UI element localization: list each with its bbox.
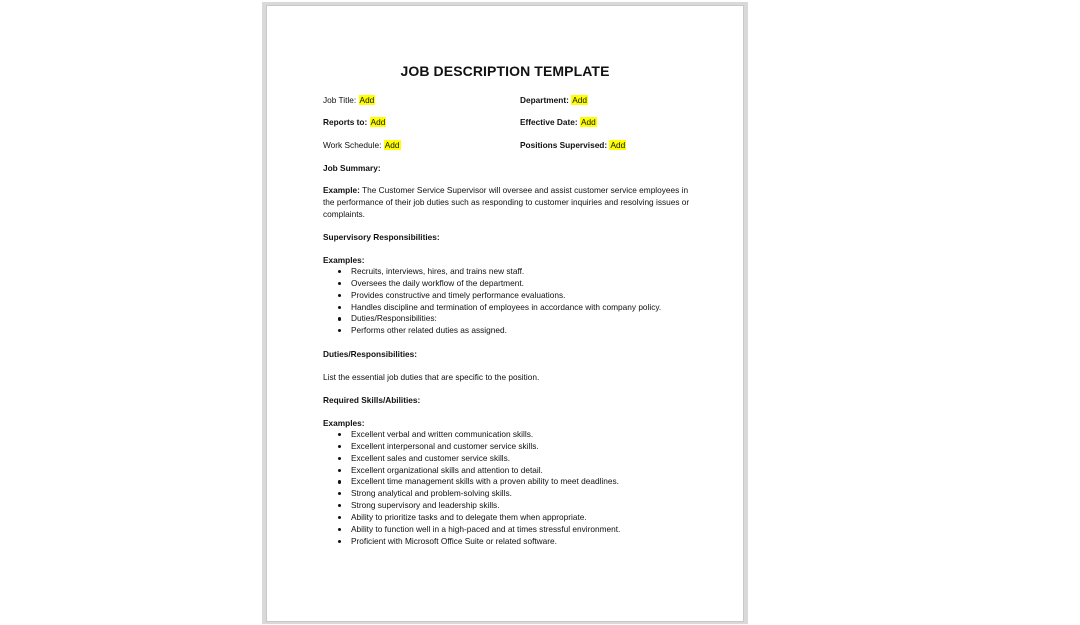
department-value[interactable]: Add [572,95,587,105]
work-schedule-field [323,140,401,151]
list-item-text: Oversees the daily workflow of the department. [351,277,524,288]
job-title-label: Job Title: [323,95,357,105]
positions-supervised-value[interactable]: Add [610,140,626,150]
list-item [323,266,661,278]
duties-text: List the essential job duties that are specific to the position. [323,372,540,382]
list-item-text: Recruits, interviews, hires, and trains new staff. [351,266,525,276]
reports-to-value[interactable]: Add [370,117,386,127]
job-title-value[interactable]: Add [359,95,375,105]
list-item [323,476,620,488]
list-item-text: Proficient with Microsoft Office Suite or related software. [351,535,557,546]
list-item [323,290,661,302]
bullet-icon [338,306,341,309]
list-item-text: Ability to prioritize tasks and to delegate them when appropriate. [351,511,587,522]
supervisory-list [323,266,661,337]
bullet-icon [338,270,341,273]
list-item [323,429,620,441]
list-item [323,512,620,524]
effective-date-value[interactable]: Add [580,117,596,127]
list-item [323,488,620,500]
list-item-text: Provides constructive and timely performance evaluations. [351,289,566,300]
list-item-text: Excellent time management skills with a proven ability to meet deadlines. [351,476,619,487]
list-item [323,325,661,337]
job-summary-example-label: Example: [323,185,360,195]
list-item-text: Handles discipline and termination of employees in accordance with company policy. [351,301,662,312]
job-summary-example [323,185,693,220]
list-item [323,536,620,548]
bullet-icon [338,329,341,332]
list-item-text: Excellent verbal and written communication skills. [351,429,534,439]
bullet-icon [338,445,341,448]
work-schedule-label: Work Schedule: [323,140,382,150]
list-item [323,441,620,453]
list-item [323,302,661,314]
list-item [323,453,620,465]
bullet-icon [338,469,341,472]
supervisory-examples-label: Examples: [323,255,365,265]
bullet-icon [338,504,341,507]
list-item-text: Performs other related duties as assigned. [351,325,507,336]
supervisory-heading: Supervisory Responsibilities: [323,232,440,242]
bullet-icon [338,516,341,519]
bullet-icon [338,433,341,436]
skills-list [323,429,620,547]
reports-to-label: Reports to: [323,117,368,127]
effective-date-label: Effective Date: [520,117,578,127]
list-item-text: Strong analytical and problem-solving skills. [351,488,512,499]
list-item-text: Excellent sales and customer service skills. [351,452,511,463]
bullet-icon [338,294,341,297]
document-title: JOB DESCRIPTION TEMPLATE [400,63,610,79]
bullet-icon [338,540,341,543]
job-title-field [323,95,375,106]
job-summary-heading: Job Summary: [323,163,381,173]
department-label: Department: [520,95,569,105]
bullet-icon [338,480,341,483]
list-item [323,278,661,290]
positions-supervised-label: Positions Supervised: [520,140,608,150]
job-summary-example-text: The Customer Service Supervisor will oversee and assist customer service employees in the performance of their job duties such as responding to customer inquiries and resolving issues or complaints. [323,185,690,219]
list-item [323,500,620,512]
duties-heading: Duties/Responsibilities: [323,349,418,359]
positions-supervised-field [520,140,626,151]
effective-date-field [520,117,597,128]
list-item-text: Strong supervisory and leadership skills. [351,500,500,511]
list-item-text: Duties/Responsibilities: [351,313,437,324]
bullet-icon [338,492,341,495]
work-schedule-value[interactable]: Add [384,140,400,150]
list-item [323,465,620,477]
skills-heading: Required Skills/Abilities: [323,395,421,405]
list-item [323,524,620,536]
bullet-icon [338,282,341,285]
department-field [520,95,588,106]
document-page [266,5,744,622]
list-item-text: Ability to function well in a high-paced and at times stressful environment. [351,523,621,534]
bullet-icon [338,317,341,320]
skills-examples-label: Examples: [323,418,365,428]
reports-to-field [323,117,386,128]
list-item-text: Excellent organizational skills and attention to detail. [351,464,543,475]
list-item [323,313,661,325]
bullet-icon [338,457,341,460]
bullet-icon [338,528,341,531]
list-item-text: Excellent interpersonal and customer service skills. [351,440,539,451]
